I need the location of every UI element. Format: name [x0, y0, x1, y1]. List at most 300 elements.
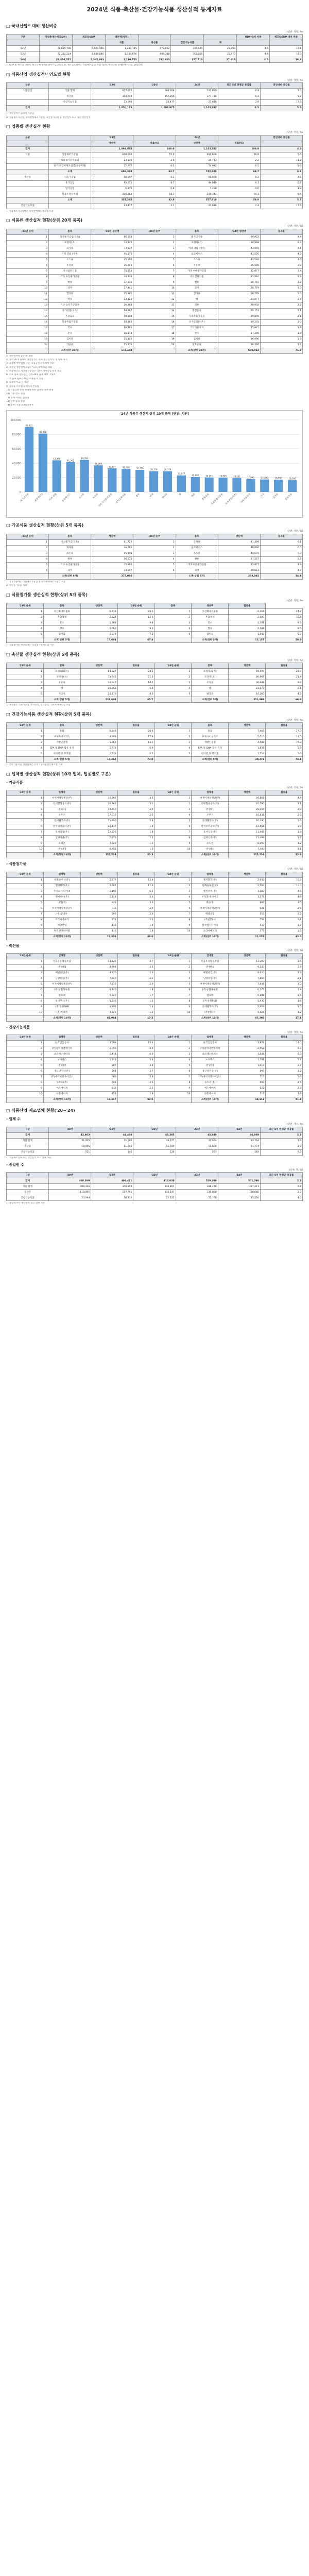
table-cell: 511 [80, 917, 117, 923]
table-cell: 660 [80, 1075, 117, 1080]
table-cell [7, 180, 49, 186]
table-cell: 5 [7, 257, 49, 263]
table-cell: 9 [7, 1004, 44, 1010]
header-row [7, 723, 303, 728]
table-cell: 대상(주) [43, 900, 80, 906]
table-cell: 15,442 [91, 336, 133, 342]
table-cell: 28.6 [117, 728, 154, 734]
table-cell: 19.1 [218, 192, 260, 197]
bar [218, 478, 227, 492]
table-cell: 2 [7, 802, 44, 807]
table-cell: 1,110,752 [105, 57, 138, 63]
table-cell: 610,602 [91, 152, 133, 158]
table-cell [154, 757, 192, 762]
table-cell [7, 169, 49, 175]
data-label: 23,077 [178, 472, 185, 476]
table-cell: 344,949 [91, 94, 133, 100]
column-header: 구분 [7, 1173, 49, 1178]
table-cell: 1.7 [260, 342, 302, 348]
column-header: 국내총생산액(GDP) [39, 35, 72, 40]
x-tick-label: 포장육(소) [34, 493, 44, 503]
table-cell: 28,779 [218, 285, 260, 291]
table-cell: 3 [7, 970, 44, 976]
table-cell: 21,523 [133, 1195, 176, 1201]
table-cell: 6.0 [117, 1052, 154, 1058]
table-cell: 408,369 [49, 1178, 91, 1184]
table-cell: 1 [7, 877, 44, 883]
table-cell: 과자 [49, 285, 91, 291]
table-cell: 15,684 [80, 637, 117, 643]
table-cell: 20,094 [49, 1195, 91, 1201]
column-header: '23년 순위 [7, 953, 44, 959]
table-row [7, 551, 303, 557]
column-header: 최근 5년 연평균 증감률 [218, 83, 260, 89]
table-cell: 2.2 [117, 976, 154, 981]
table-cell: 2 [7, 546, 49, 551]
column-header: 업체명 [43, 1035, 80, 1041]
table-cell: (주)동원F&B [43, 1004, 80, 1010]
table-cell: 23,090 [204, 46, 237, 52]
table-cell: 효소 [192, 620, 229, 626]
table-cell: 77,757 [91, 163, 133, 169]
subsection-title: - 종업원 수 [6, 1163, 24, 1167]
table-row [7, 568, 303, 574]
table-row [7, 669, 303, 674]
table-cell: 8 [7, 917, 44, 923]
footnote: 5) 포장육(소), 축산물가공업은 식육포장처리업 실적 제외 [6, 370, 62, 373]
table-cell: 과자 [49, 568, 91, 574]
table-cell: 1,094,975 [91, 146, 133, 152]
table-cell: 2.1 [260, 308, 302, 314]
table-cell: 12,417 [80, 824, 117, 830]
table-cell: 알가공업 [49, 186, 91, 192]
table-cell: 13,307 [229, 959, 266, 964]
table-row [7, 280, 303, 285]
table-cell: 155,234 [229, 853, 266, 858]
table-cell: 18 [7, 331, 49, 336]
table-row [7, 1010, 303, 1015]
section-title: □ 가공식품 생산실적 현황(상위 5개 품목) [6, 523, 84, 528]
table-cell: 5,021,546 [72, 46, 105, 52]
table-cell: 5 [154, 900, 192, 906]
table-cell: 백광산업 [43, 923, 80, 928]
table-cell: 롯데푸드(주) [43, 998, 80, 1004]
column-header: 생산액(억원) [105, 35, 138, 40]
table-row [7, 1046, 303, 1052]
data-label: 32,877 [108, 465, 116, 468]
table-cell: 74,945 [91, 240, 133, 246]
footnote: 7) 각 품목 순위는 매년 조정될 수 있음 [6, 377, 44, 380]
table-cell: 2.4 [218, 203, 260, 209]
table-cell: 소계(상위 10개) [192, 1015, 229, 1021]
table-cell: 4.6 [260, 257, 302, 263]
column-header: 품목 [43, 663, 80, 669]
table-cell: 삼양식품(주) [43, 836, 80, 841]
bar [80, 460, 89, 492]
table-cell: 16,891 [91, 325, 133, 331]
table-cell: 14 [7, 308, 49, 314]
table-cell: 주식회사 타이코 [192, 894, 229, 900]
table-cell: 693 [229, 1080, 266, 1086]
table-cell: 1,094,975 [133, 106, 176, 111]
table-row [7, 1063, 303, 1069]
table-cell: 84,927 [80, 669, 117, 674]
table-cell: 6,951 [80, 847, 117, 853]
table-cell: 11 [7, 291, 49, 297]
table-cell: 소계(상위 10개) [43, 934, 80, 940]
table-cell: 9.4 [260, 234, 302, 240]
table-cell: 23,090 [91, 100, 133, 106]
table-cell: 3.2 [260, 280, 302, 285]
table-cell: 8 [7, 1080, 44, 1086]
table-cell: 소계(상위 5개) [192, 697, 229, 703]
column-header: 점유율 [117, 1035, 154, 1041]
column-header [270, 40, 303, 46]
table-cell: 빵류 [176, 557, 218, 563]
chart-svg [7, 417, 302, 515]
data-label: 43,969 [53, 457, 61, 461]
table-cell: (주)하림 [43, 964, 80, 970]
table-cell: 23,494,357 [39, 57, 72, 63]
table-cell: 1 [7, 1041, 44, 1046]
table-cell: 23,477 [204, 52, 237, 57]
column-header: '24년 순위 [154, 872, 192, 877]
table-cell: 식품 합계 [49, 89, 91, 94]
table-cell: 33,764 [218, 1138, 260, 1144]
table-row [7, 796, 303, 802]
table-cell: 축산물 [7, 1190, 49, 1195]
column-header [49, 83, 91, 89]
table-row [7, 740, 303, 745]
table-cell: 9 [7, 280, 49, 285]
table-cell: 김치류 [49, 336, 91, 342]
column-header: 점유율 [266, 790, 303, 796]
table-cell: 2.4 [266, 819, 303, 824]
table-cell: 4 [7, 813, 44, 819]
table-cell: 혼합제제 [43, 615, 80, 620]
table-row [7, 342, 303, 348]
table-cell: '23년 [7, 52, 40, 57]
table-cell: 4 [133, 251, 176, 257]
table-cell: 6.0 [260, 546, 302, 551]
bar [274, 480, 283, 492]
y-tick-label: 0 [19, 491, 21, 495]
column-header: '24년 순위 [133, 534, 176, 540]
table-cell: 한풍네이처 [192, 1092, 229, 1097]
table-cell: 9 [154, 841, 192, 847]
column-header: 구분 [7, 1127, 49, 1132]
table-cell: 3 [7, 680, 44, 686]
column-header: 생산액 [80, 790, 117, 796]
table-cell: EPA 및 DHA 함유 유지 [43, 745, 80, 751]
table-cell: 남양유업(주) [43, 976, 80, 981]
table-cell: 1.8 [117, 830, 154, 836]
column-header: 점유율 [266, 723, 303, 728]
table-cell: 4 [154, 686, 192, 691]
table-cell: 1 [154, 877, 192, 883]
table-cell: 27,618 [204, 57, 237, 63]
table-cell: 32,877 [218, 268, 260, 274]
table-cell: 기타 수산물가공품 [49, 563, 91, 568]
table-row [7, 325, 303, 331]
x-tick-label: 과자 [149, 493, 154, 498]
table-cell: 13 [7, 302, 49, 308]
table-cell: 58,097 [91, 175, 133, 180]
table-cell: 6,368 [229, 609, 266, 615]
table-cell: 혼합음료 [176, 308, 218, 314]
table-row [7, 52, 303, 57]
table-cell: 398,478 [176, 1184, 218, 1190]
column-header: 생산액 [91, 534, 133, 540]
table-row [7, 234, 303, 240]
table-cell: 33,077 [133, 1138, 176, 1144]
table-row [7, 970, 303, 976]
unit-label: (단위: 개소, %) [287, 1123, 303, 1126]
table-cell: (주)하림 [192, 964, 229, 970]
table-cell: 혼합제제 [192, 615, 229, 620]
table-cell: 한국코카콜라(주) [43, 824, 80, 830]
table-cell: 홍삼 [192, 728, 229, 734]
table-cell: 36,988 [218, 263, 260, 268]
table-cell: 4.5 [260, 146, 302, 152]
table-cell [7, 934, 44, 940]
table-cell: 김치류 [176, 336, 218, 342]
table-cell: 4.6 [260, 175, 302, 180]
table-cell: 4 [154, 745, 192, 751]
column-header: 생산액 [80, 1035, 117, 1041]
table-cell: 357,265 [133, 94, 176, 100]
table-cell: 포장육(소) [192, 674, 229, 680]
table-cell: 오뚜기 [192, 813, 229, 819]
table-cell: 6.5 [218, 163, 260, 169]
table-cell: 소계(상위 6개) [49, 574, 91, 580]
table-cell: 5 [7, 751, 44, 757]
table-cell: 8.9 [117, 1046, 154, 1052]
table-cell: 6.9 [218, 89, 260, 94]
table-cell: 축산물가공(돈육) [49, 540, 91, 546]
table-cell: 1 [7, 540, 49, 546]
table-cell: 떡류 [176, 302, 218, 308]
bar [232, 475, 241, 492]
table-cell: 7 [154, 911, 192, 917]
table-cell: 소계(상위 5개) [43, 637, 80, 643]
table-row [7, 751, 303, 757]
livestock-table [6, 663, 303, 703]
subsection-title: - 식품첨가물 [6, 862, 27, 867]
table-cell: 94,949 [176, 180, 218, 186]
table-row [7, 1075, 303, 1080]
table-row [7, 894, 303, 900]
table-cell: 1.9 [266, 1092, 303, 1097]
table-cell: 32.6 [133, 197, 176, 203]
header-row [7, 83, 303, 89]
column-header: '20년 [49, 1173, 91, 1178]
table-cell: 2,268 [80, 620, 117, 626]
table-cell: 9.3 [266, 620, 303, 626]
table-cell: 1.9 [266, 824, 303, 830]
column-header: '23년 순위 [7, 229, 49, 234]
table-cell: 소계(상위 6개) [176, 574, 218, 580]
table-cell: 7,465 [229, 728, 266, 734]
table-cell: 14 [133, 308, 176, 314]
table-cell: 6.1 [260, 540, 302, 546]
table-row [7, 745, 303, 751]
x-tick-label: 즉석섭취식품 [115, 493, 127, 505]
table-cell: 2.2 [260, 302, 302, 308]
table-cell: 57.0 [133, 152, 176, 158]
table-cell: 5 [7, 632, 44, 637]
column-header: '23년 생산액 [91, 229, 133, 234]
table-cell: 4 [154, 813, 192, 819]
x-tick-label: 캔디류 [162, 493, 168, 500]
data-label: 89,922 [25, 424, 33, 427]
table-cell: 건강기능식품 [7, 1195, 49, 1201]
table-cell [49, 203, 91, 209]
table-cell: 2.0 [117, 981, 154, 987]
table-cell: 식육추출가공품 [49, 319, 91, 325]
table-cell: 7,976 [80, 836, 117, 841]
table-cell: 기타 수산물가공품 [176, 563, 218, 568]
table-cell: 25,713 [176, 158, 218, 163]
column-header [7, 40, 40, 46]
bar [94, 462, 102, 492]
table-cell: 24.1 [117, 669, 154, 674]
table-cell: 672,483 [91, 348, 133, 353]
table-cell: 한국엔지니어링 [43, 928, 80, 934]
y-tick-label: 80,000 [12, 433, 21, 437]
table-cell: 1.2 [117, 1010, 154, 1015]
table-cell: 캔디류 [176, 291, 218, 297]
table-cell: 씨제이제일제당(주) [43, 796, 80, 802]
table-row [7, 813, 303, 819]
table-cell: 홍삼 [43, 728, 80, 734]
table-cell: EPA 및 DHA 함유 유지 [192, 745, 229, 751]
column-header: '20년 [49, 1127, 91, 1132]
column-header: 제조업GDP [72, 35, 105, 40]
table-cell: 65.7 [117, 697, 154, 703]
footnote: 1) 가공식품에는 식품제조가공업 및 즉석판매제조가공업 포함 [6, 581, 66, 584]
header-row [7, 229, 303, 234]
footnote: 2) 축산물가공품 제외 [6, 584, 27, 587]
table-cell: 식품첨가물제조업 [49, 158, 91, 163]
table-cell: 프로바이오틱스 [192, 734, 229, 740]
table-cell: 오뚜기 [43, 813, 80, 819]
table-cell: 향료 [192, 626, 229, 632]
table-row [7, 626, 303, 632]
unit-label: (단위: 억원, %) [287, 599, 303, 602]
table-cell: 1.1 [266, 847, 303, 853]
table-cell: 3.8 [117, 1063, 154, 1069]
table-cell: 1.5 [266, 928, 303, 934]
table-cell: 690,912 [218, 348, 260, 353]
subsection-title: - 가공식품 [6, 780, 23, 785]
y-tick-label: 60,000 [12, 448, 21, 451]
table-cell: 10.0 [266, 883, 303, 889]
table-cell: 45,195 [91, 257, 133, 263]
table-cell: 15 [133, 314, 176, 319]
table-cell: 43,969 [218, 246, 260, 251]
table-cell: 1.8 [260, 336, 302, 342]
table-cell: 7 [7, 268, 49, 274]
bar [246, 476, 255, 492]
table-cell: 2.6 [266, 1075, 303, 1080]
column-header: 업체명 [192, 953, 229, 959]
table-cell: 6.0 [266, 1052, 303, 1058]
table-cell: 28,779 [218, 291, 260, 297]
table-cell: 2.6 [117, 911, 154, 917]
table-cell: 1.5 [117, 998, 154, 1004]
table-cell: 1 [154, 728, 192, 734]
table-cell: 20 [133, 342, 176, 348]
unit-label: (단위: 억원, %) [287, 786, 303, 789]
table-cell: 소계(상위 10개) [43, 853, 80, 858]
table-cell: 식품제조가공업 [49, 152, 91, 158]
section-title: □ 업종별 생산실적 현황 [6, 124, 50, 129]
column-header: 점유율 [266, 872, 303, 877]
table-cell [7, 186, 49, 192]
table-cell: 4 [7, 557, 49, 563]
table-cell: 개별인정형 [192, 740, 229, 745]
column-header [204, 35, 237, 40]
table-cell: 21.4 [266, 674, 303, 680]
table-cell: 397,211 [218, 1184, 260, 1190]
column-header: 생산액 [80, 663, 117, 669]
table-cell: 43.0 [266, 934, 303, 940]
table-cell: 17,945 [218, 325, 260, 331]
table-cell: 유가공품(치즈) [176, 319, 218, 325]
table-cell: 2 [154, 802, 192, 807]
table-cell: 오리온 [192, 841, 229, 847]
section-title: □ 축산물 생산실적 현황(상위 5개 품목) [6, 652, 80, 657]
table-row [7, 197, 303, 203]
table-cell: 52.5 [117, 1097, 154, 1103]
table-row [7, 728, 303, 734]
column-header [7, 141, 49, 146]
table-cell: 5 [7, 1063, 44, 1069]
table-cell: 햄 [192, 686, 229, 691]
table-cell: 종근당건강(주) [192, 1069, 229, 1075]
table-row [7, 285, 303, 291]
footnote: 12) 통계 자료는 잠정치 [6, 396, 29, 399]
table-row [7, 981, 303, 987]
table-cell: 4.6 [266, 894, 303, 900]
table-cell: 275,066 [91, 574, 133, 580]
table-cell: 16,838 [229, 813, 266, 819]
column-header: 생산액 [229, 723, 266, 728]
table-cell: 4.6 [266, 889, 303, 894]
table-cell: 22.3 [117, 853, 154, 858]
table-cell: 19 [7, 336, 49, 342]
table-cell: 한국코카콜라(주) [192, 824, 229, 830]
table-row [7, 1195, 303, 1201]
table-cell: 1.0 [117, 847, 154, 853]
table-row [7, 734, 303, 740]
table-row [7, 883, 303, 889]
table-row [7, 998, 303, 1004]
table-cell: 710 [229, 1075, 266, 1080]
table-cell: 5 [7, 691, 44, 697]
table-cell: 우유류 [49, 263, 91, 268]
table-cell: 소계(상위 20개) [49, 348, 91, 353]
table-cell: 25,961 [91, 291, 133, 297]
table-cell: 수산화나트륨류 [43, 609, 80, 615]
table-cell: 축산물 [49, 94, 91, 100]
table-cell: 5.3 [133, 175, 176, 180]
table-cell: 4,508 [229, 740, 266, 745]
column-header: 제조업GDP 대비 비중 [270, 35, 303, 40]
column-header: 구분 [7, 135, 49, 141]
table-cell: 1 [154, 669, 192, 674]
